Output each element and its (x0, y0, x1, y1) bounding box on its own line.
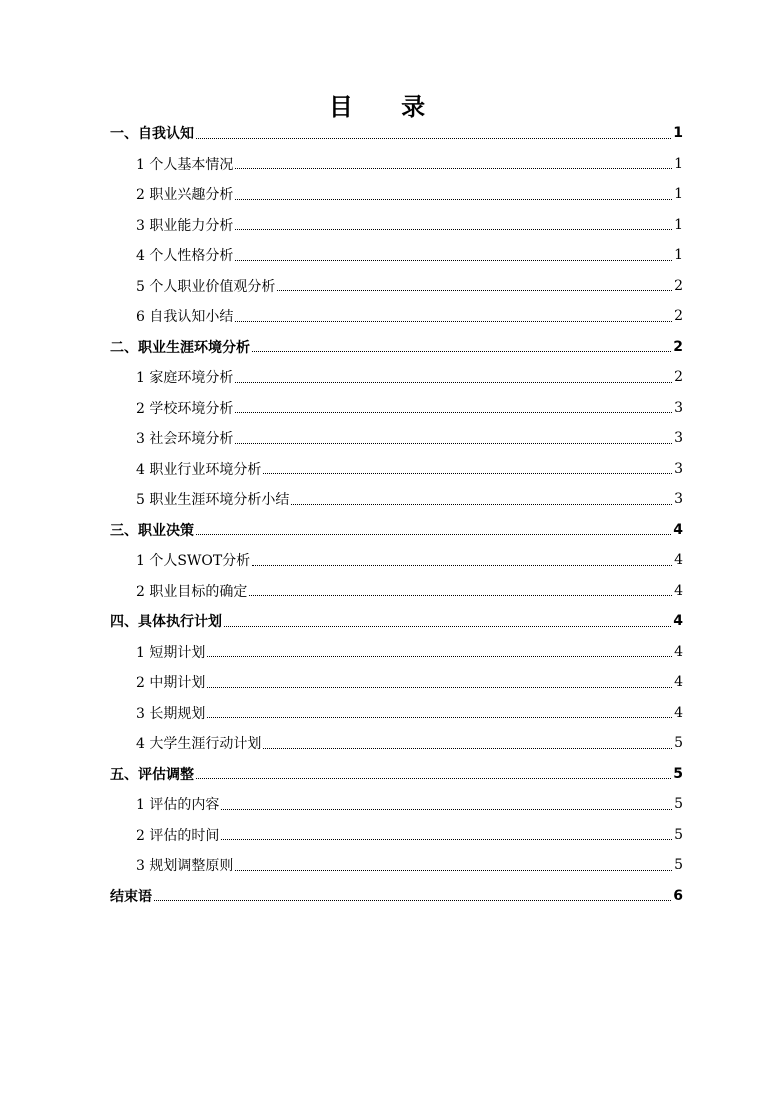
toc-chapter-entry[interactable] (110, 881, 683, 912)
toc-chapter-entry[interactable] (110, 515, 683, 546)
toc-chapter-entry[interactable] (110, 759, 683, 790)
toc-dot-leader (235, 260, 672, 261)
toc-title: 目 录 (328, 93, 446, 121)
toc-section-entry[interactable] (110, 240, 683, 271)
toc-entry-label: 结束语 (110, 888, 152, 905)
toc-chapter-entry[interactable] (110, 332, 683, 363)
toc-section-entry[interactable] (110, 423, 683, 454)
toc-section-entry[interactable] (110, 637, 683, 668)
toc-page-number: 4 (674, 674, 683, 691)
toc-page-number: 5 (673, 765, 683, 782)
toc-page-number: 4 (674, 552, 683, 569)
toc-section-entry[interactable] (110, 820, 683, 851)
toc-section-entry[interactable] (110, 850, 683, 881)
toc-entry-label: 1 个人SWOT分析 (136, 553, 251, 570)
toc-dot-leader (196, 534, 671, 535)
toc-page-number: 1 (674, 186, 683, 203)
toc-section-entry[interactable] (110, 149, 683, 180)
toc-section-entry[interactable] (110, 484, 683, 515)
toc-section-entry[interactable] (110, 362, 683, 393)
toc-dot-leader (252, 565, 672, 566)
toc-page-number: 1 (673, 125, 683, 142)
toc-page-number: 3 (674, 491, 683, 508)
toc-section-entry[interactable] (110, 545, 683, 576)
toc-chapter-entry[interactable] (110, 606, 683, 637)
toc-dot-leader (249, 595, 672, 596)
toc-section-entry[interactable] (110, 667, 683, 698)
toc-page-number: 2 (674, 277, 683, 294)
toc-entry-label: 3 规划调整原则 (136, 858, 234, 875)
toc-list (110, 118, 683, 911)
toc-entry-label: 2 学校环境分析 (136, 400, 234, 417)
toc-page-number: 2 (673, 338, 683, 355)
toc-page-number: 4 (673, 613, 683, 630)
toc-page-number: 3 (674, 460, 683, 477)
toc-dot-leader (235, 229, 672, 230)
toc-entry-label: 5 职业生涯环境分析小结 (136, 492, 290, 509)
toc-dot-leader (235, 199, 672, 200)
toc-section-entry[interactable] (110, 698, 683, 729)
toc-page-number: 4 (674, 704, 683, 721)
toc-page-number: 3 (674, 399, 683, 416)
toc-dot-leader (196, 138, 671, 139)
toc-page-number: 1 (674, 155, 683, 172)
toc-page-number: 4 (674, 643, 683, 660)
toc-dot-leader (235, 443, 672, 444)
toc-page-number: 5 (674, 826, 683, 843)
toc-section-entry[interactable] (110, 728, 683, 759)
toc-page-number: 5 (674, 857, 683, 874)
toc-dot-leader (235, 382, 672, 383)
toc-entry-label: 4 大学生涯行动计划 (136, 736, 262, 753)
toc-section-entry[interactable] (110, 271, 683, 302)
toc-section-entry[interactable] (110, 210, 683, 241)
toc-entry-label: 二、职业生涯环境分析 (110, 339, 250, 356)
toc-dot-leader (235, 870, 672, 871)
toc-entry-label: 6 自我认知小结 (136, 309, 234, 326)
toc-entry-label: 2 评估的时间 (136, 827, 220, 844)
toc-chapter-entry[interactable] (110, 118, 683, 149)
toc-entry-label: 3 长期规划 (136, 705, 206, 722)
toc-page-number: 6 (673, 887, 683, 904)
toc-entry-label: 一、自我认知 (110, 126, 194, 143)
toc-entry-label: 1 家庭环境分析 (136, 370, 234, 387)
toc-dot-leader (207, 717, 672, 718)
toc-dot-leader (235, 321, 672, 322)
toc-dot-leader (196, 778, 671, 779)
toc-dot-leader (221, 809, 672, 810)
toc-dot-leader (221, 839, 672, 840)
toc-dot-leader (235, 412, 672, 413)
toc-section-entry[interactable] (110, 179, 683, 210)
toc-dot-leader (235, 168, 672, 169)
toc-page-number: 5 (674, 796, 683, 813)
toc-page-number: 1 (674, 216, 683, 233)
toc-entry-label: 三、职业决策 (110, 522, 194, 539)
toc-page-number: 1 (674, 247, 683, 264)
toc-entry-label: 3 职业能力分析 (136, 217, 234, 234)
toc-entry-label: 2 职业兴趣分析 (136, 187, 234, 204)
toc-page-number: 2 (674, 369, 683, 386)
toc-entry-label: 1 短期计划 (136, 644, 206, 661)
toc-section-entry[interactable] (110, 393, 683, 424)
toc-section-entry[interactable] (110, 576, 683, 607)
toc-section-entry[interactable] (110, 789, 683, 820)
toc-section-entry[interactable] (110, 454, 683, 485)
toc-entry-label: 2 职业目标的确定 (136, 583, 248, 600)
toc-entry-label: 五、评估调整 (110, 766, 194, 783)
toc-dot-leader (252, 351, 671, 352)
toc-entry-label: 四、具体执行计划 (110, 614, 222, 631)
toc-dot-leader (207, 656, 672, 657)
toc-dot-leader (263, 748, 672, 749)
toc-dot-leader (154, 900, 671, 901)
toc-entry-label: 5 个人职业价值观分析 (136, 278, 276, 295)
toc-page-number: 4 (674, 582, 683, 599)
toc-entry-label: 1 个人基本情况 (136, 156, 234, 173)
toc-dot-leader (277, 290, 672, 291)
toc-entry-label: 4 个人性格分析 (136, 248, 234, 265)
toc-entry-label: 3 社会环境分析 (136, 431, 234, 448)
toc-section-entry[interactable] (110, 301, 683, 332)
toc-page-number: 5 (674, 735, 683, 752)
toc-entry-label: 4 职业行业环境分析 (136, 461, 262, 478)
toc-dot-leader (263, 473, 672, 474)
toc-entry-label: 2 中期计划 (136, 675, 206, 692)
toc-dot-leader (291, 504, 672, 505)
toc-dot-leader (207, 687, 672, 688)
toc-dot-leader (224, 626, 671, 627)
toc-page-number: 4 (673, 521, 683, 538)
toc-page-number: 3 (674, 430, 683, 447)
toc-entry-label: 1 评估的内容 (136, 797, 220, 814)
toc-page-number: 2 (674, 308, 683, 325)
